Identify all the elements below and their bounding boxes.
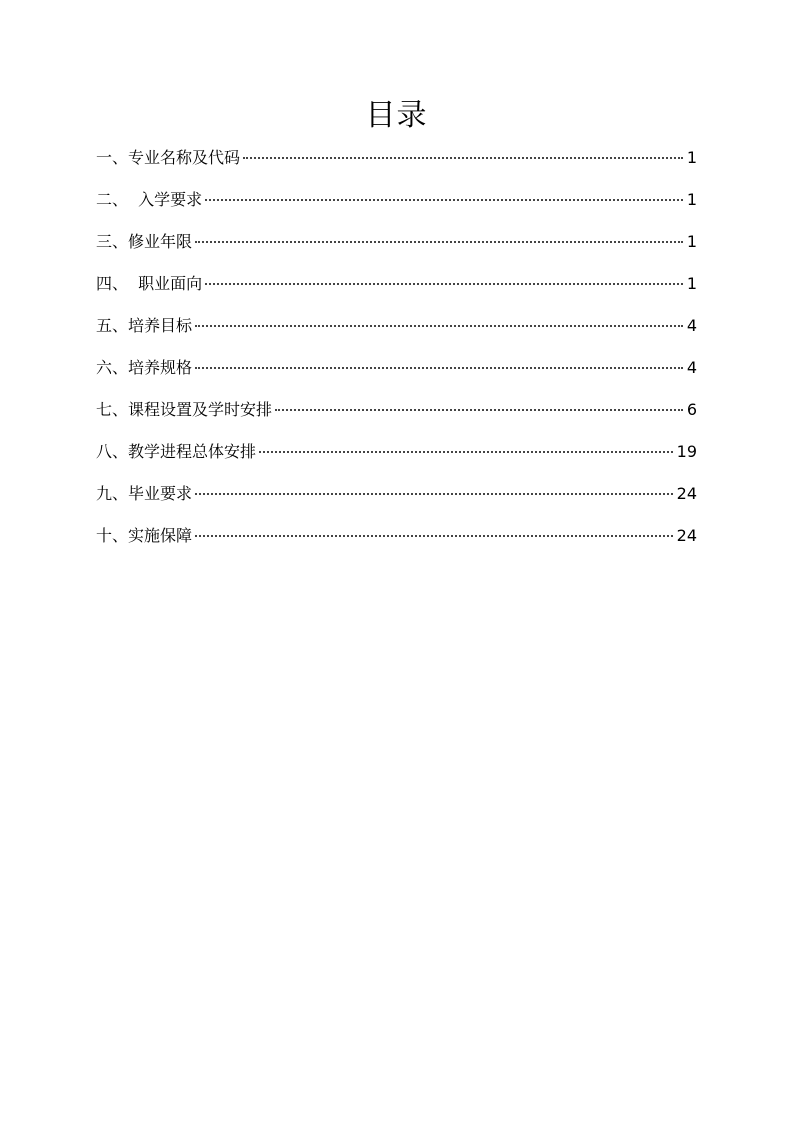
toc-dot-leader <box>275 409 683 411</box>
toc-dot-leader <box>195 241 683 243</box>
toc-entry-label: 一、专业名称及代码 <box>96 148 241 167</box>
toc-entry[interactable] <box>96 522 697 564</box>
toc-entry[interactable] <box>96 228 697 270</box>
toc-dot-leader <box>243 157 683 159</box>
toc-entry-label: 二、 入学要求 <box>96 190 203 209</box>
toc-entry-label: 五、培养目标 <box>96 316 193 335</box>
toc-entry-label: 八、教学进程总体安排 <box>96 442 257 461</box>
toc-entry-page: 6 <box>686 400 697 419</box>
toc-entry[interactable] <box>96 438 697 480</box>
toc-dot-leader <box>259 451 673 453</box>
toc-dot-leader <box>205 283 683 285</box>
toc-title: 目录 <box>365 98 428 133</box>
toc-entry-page: 1 <box>686 190 697 209</box>
toc-dot-leader <box>205 199 683 201</box>
toc-dot-leader <box>195 535 673 537</box>
toc-entry[interactable] <box>96 270 697 312</box>
toc-entry-page: 4 <box>686 316 697 335</box>
toc-entry[interactable] <box>96 144 697 186</box>
toc-entry-page: 19 <box>676 442 697 461</box>
toc-entry[interactable] <box>96 312 697 354</box>
toc-entry-label: 六、培养规格 <box>96 358 193 377</box>
toc-entry-page: 4 <box>686 358 697 377</box>
toc-entry-page: 1 <box>686 232 697 251</box>
toc-entry-label: 九、毕业要求 <box>96 484 193 503</box>
toc-entry-label: 七、课程设置及学时安排 <box>96 400 273 419</box>
toc-entry-label: 三、修业年限 <box>96 232 193 251</box>
toc-dot-leader <box>195 325 683 327</box>
toc-entry[interactable] <box>96 186 697 228</box>
toc-entry-label: 四、 职业面向 <box>96 274 203 293</box>
toc-dot-leader <box>195 493 673 495</box>
toc-entry-page: 24 <box>676 526 697 545</box>
toc-entry-page: 24 <box>676 484 697 503</box>
toc-entry[interactable] <box>96 396 697 438</box>
toc-entry[interactable] <box>96 480 697 522</box>
toc-entry-page: 1 <box>686 148 697 167</box>
toc-list <box>96 144 697 564</box>
toc-entry-label: 十、实施保障 <box>96 526 193 545</box>
toc-dot-leader <box>195 367 683 369</box>
toc-entry-page: 1 <box>686 274 697 293</box>
toc-entry[interactable] <box>96 354 697 396</box>
